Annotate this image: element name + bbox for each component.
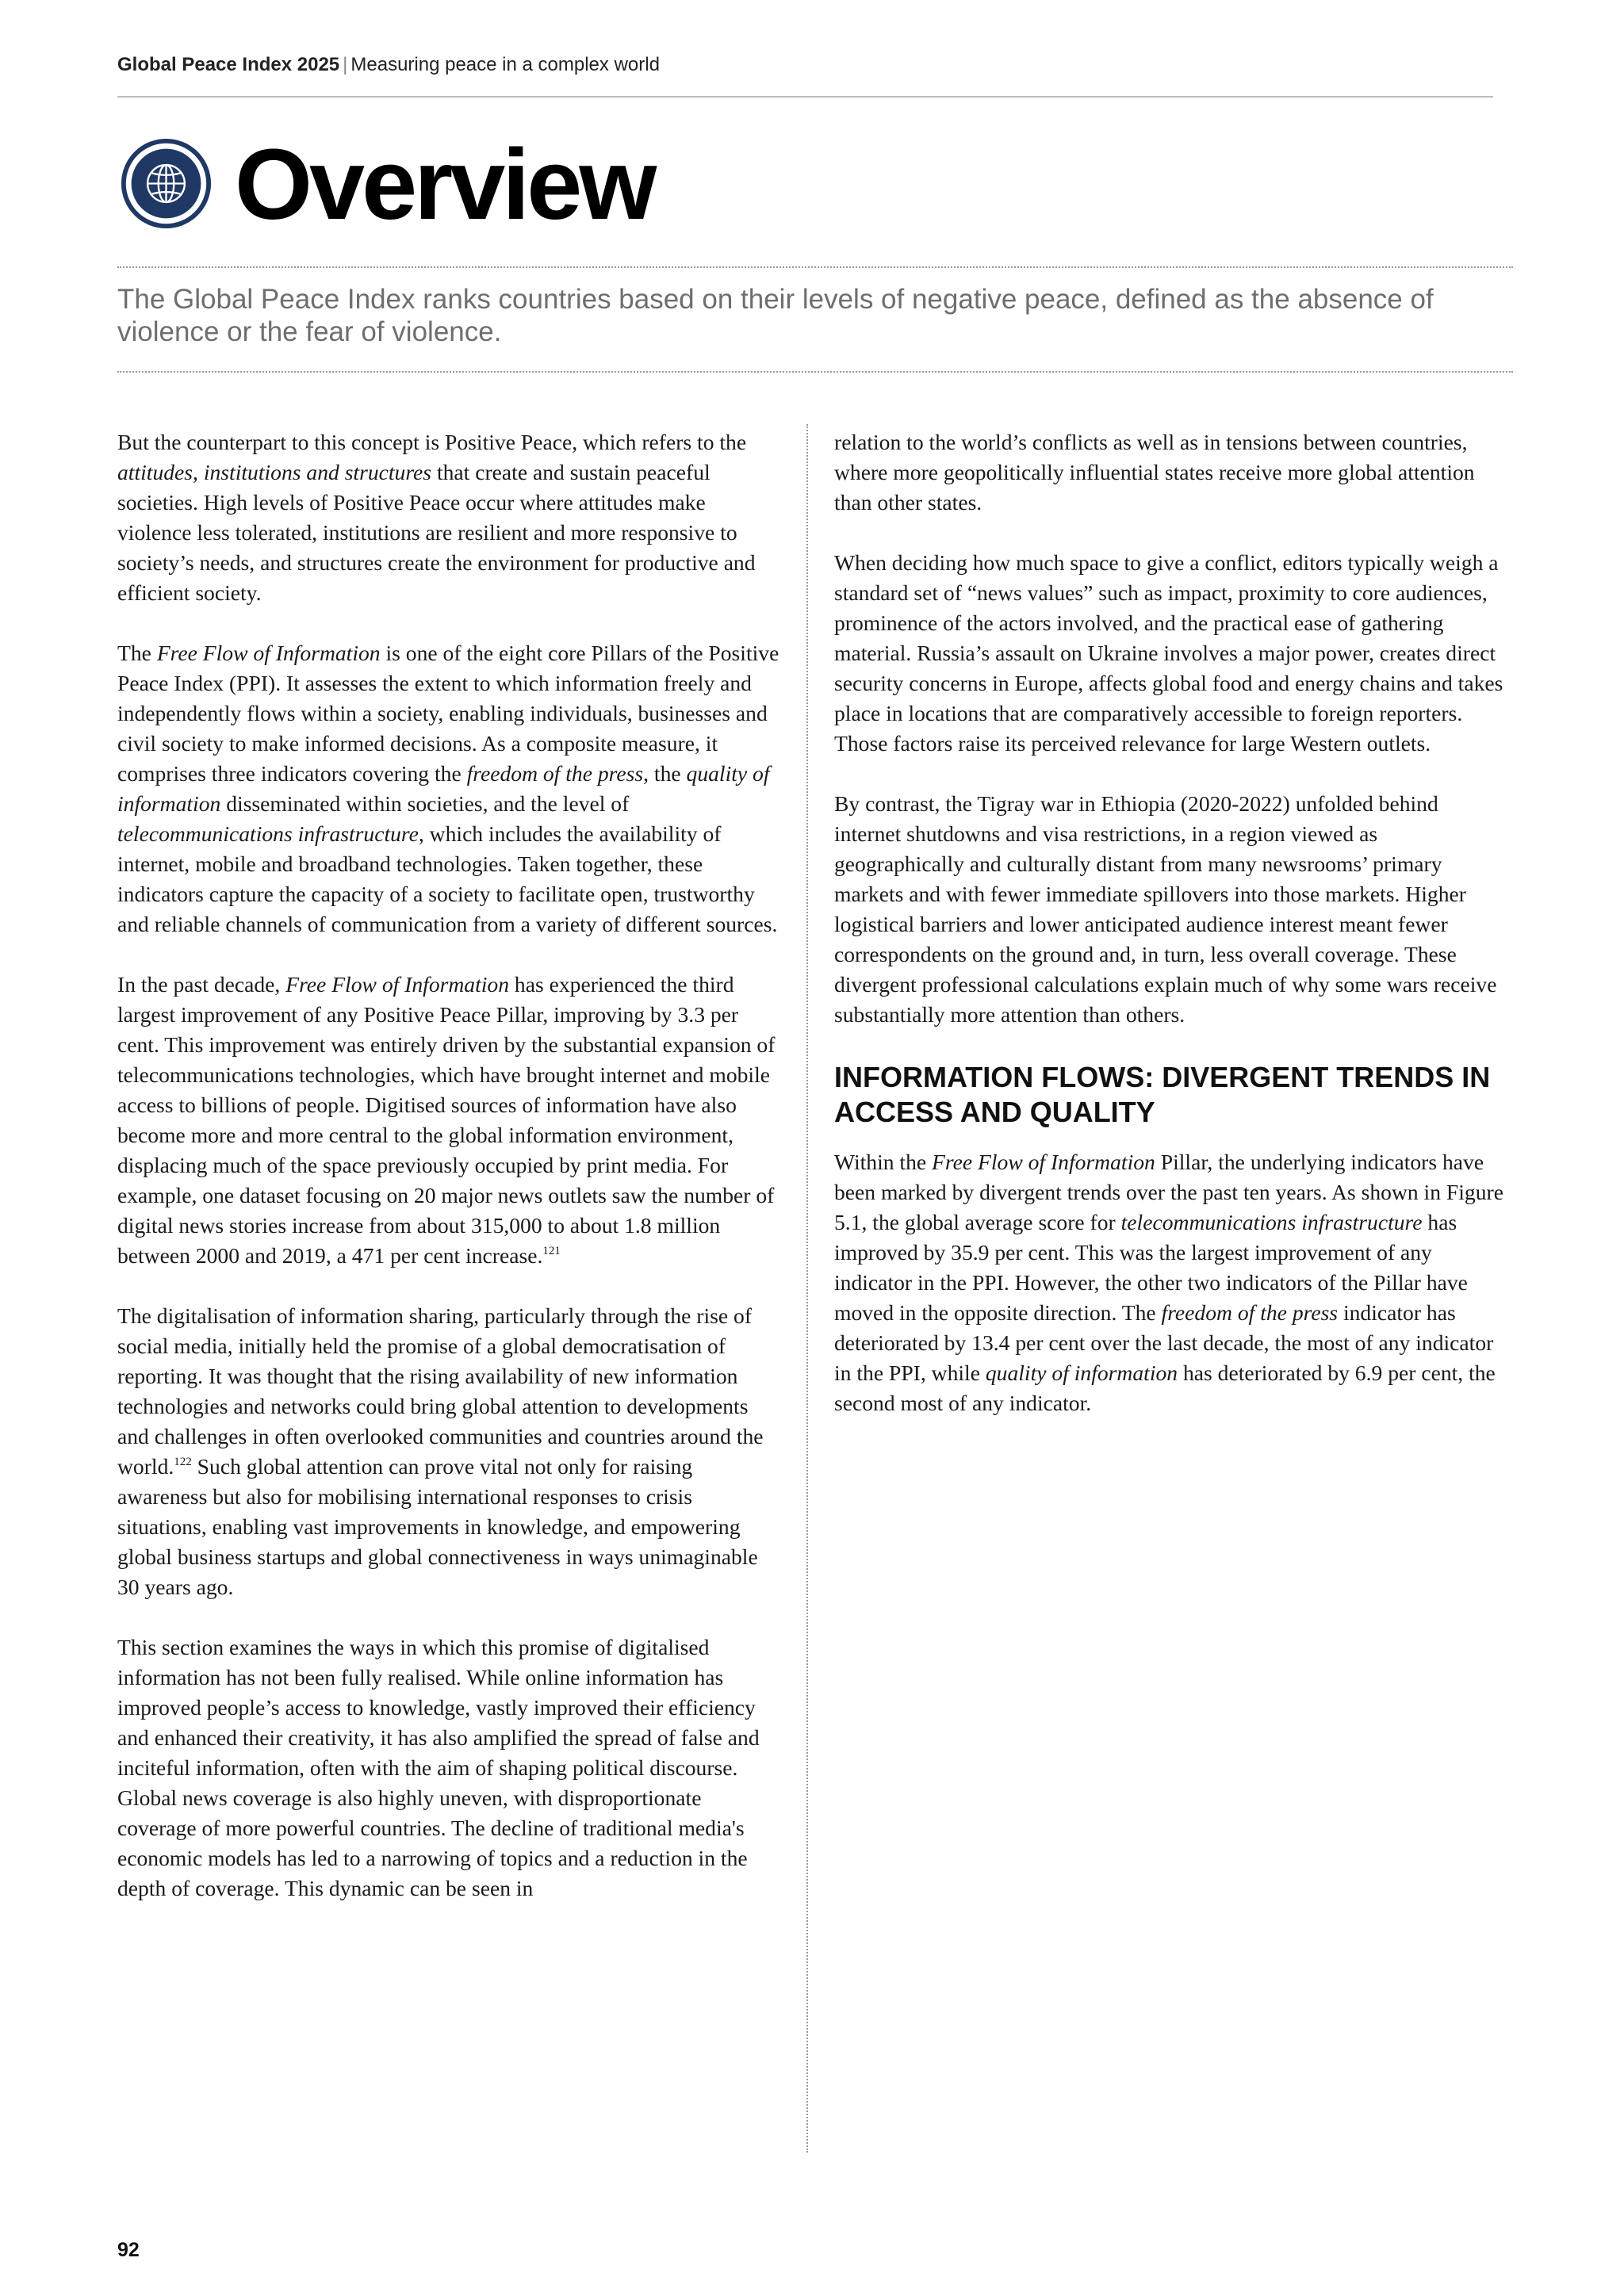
body-paragraph: The Free Flow of Information is one of the eight core Pillars of the Positive Peace Index (PPI). It assesses the extent to which information freely and independently flows within a society, enabling individuals, businesses and civil society to make informed decisions. As a composite measure, it comprises three indicators covering the freedom of the press, the quality of information disseminated within societies, and the level of telecommunications infrastructure, which includes the availability of internet, mobile and broadband technologies. Taken together, these indicators capture the capacity of a society to facilitate open, trustworthy and reliable channels of communication from a variety of different sources. [117,641,779,936]
body-paragraph: When deciding how much space to give a conflict, editors typically weigh a standard set of “news values” such as impact, proximity to core audiences, prominence of the actors involved, and the practical ease of gathering material. Russia’s assault on Ukraine involves a major power, creates direct security concerns in Europe, affects global food and energy chains and takes place in locations that are comparatively accessible to foreign reporters. Those factors raise its perceived relevance for large Western outlets. [834,550,1503,756]
footnote-ref[interactable]: 122 [174,1456,192,1468]
body-paragraph: But the counterpart to this concept is Positive Peace, which refers to the attitudes, institutions and structures that create and sustain peaceful societies. High levels of Positive Peace occur where attitudes make violence less tolerated, institutions are resilient and more responsive to society’s needs, and structures create the environment for productive and efficient society. [117,430,756,605]
page-number: 92 [117,2239,140,2261]
intro-bottom-divider [117,371,1513,373]
body-paragraph: Within the Free Flow of Information Pillar, the underlying indicators have been marked by divergent trends over the past ten years. As shown in Figure 5.1, the global average score for telecommunications infrastructure has improved by 35.9 per cent. This was the largest improvement of any indicator in the PPI. However, the other two indicators of the Pillar have moved in the opposite direction. The freedom of the press indicator has deteriorated by 13.4 per cent over the last decade, the most of any indicator in the PPI, while quality of information has deteriorated by 6.9 per cent, the second most of any indicator. [834,1150,1503,1415]
column-divider [806,424,808,2152]
header-rule [117,96,1493,98]
page-title: Overview [235,128,654,240]
left-column [117,427,782,1904]
report-title: Global Peace Index 2025 [117,54,340,75]
right-column [834,427,1508,1418]
body-paragraph: In the past decade, Free Flow of Information has experienced the third largest improvement of any Positive Peace Pillar, improving by 3.3 per cent. This improvement was entirely driven by the substantial expansion of telecommunications technologies, which have brought internet and mobile access to billions of people. Digitised sources of information have also become more and more central to the global information environment, displacing much of the space previously occupied by print media. For example, one dataset focusing on 20 major news outlets saw the number of digital news stories increase from about 315,000 to about 1.8 million between 2000 and 2019, a 471 per cent increase.$^{121}$ [117,972,776,1268]
footnote-ref[interactable]: 121 [542,1245,561,1257]
running-header [117,54,660,76]
header-separator: | [343,54,348,75]
body-paragraph: This section examines the ways in which this promise of digitalised information has not been fully realised. While online information has improved people’s access to knowledge, vastly improved their efficiency and enhanced their creativity, it has also amplified the spread of false and inciteful information, often with the aim of shaping political discourse. Global news coverage is also highly uneven, with disproportionate coverage of more powerful countries. The decline of traditional media's economic models has led to a narrowing of topics and a reduction in the depth of coverage. This dynamic can be seen in [117,1635,760,1900]
intro-top-divider [117,266,1513,268]
body-paragraph: The digitalisation of information sharing, particularly through the rise of social media, initially held the promise of a global democratisation of reporting. It was thought that the rising availability of new information technologies and networks could bring global attention to developments and challenges in often overlooked communities and countries around the world.$^{122}$ Such global attention can prove vital not only for raising awareness but also for mobilising international responses to crisis situations, enabling vast improvements in knowledge, and empowering global business startups and global connectiveness in ways unimaginable 30 years ago. [117,1303,764,1599]
report-subtitle: Measuring peace in a complex world [350,54,660,75]
globe-icon [120,137,213,230]
intro-text: The Global Peace Index ranks countries based on their levels of negative peace, defined as the absence of violence or the fear of violence. [117,284,1434,347]
body-paragraph: relation to the world’s conflicts as well as in tensions between countries, where more geopolitically influential states receive more global attention than other states. [834,430,1475,515]
section-heading: INFORMATION FLOWS: DIVERGENT TRENDS IN ACCESS AND QUALITY [834,1061,1491,1128]
body-paragraph: By contrast, the Tigray war in Ethiopia (2020-2022) unfolded behind internet shutdowns and visa restrictions, in a region viewed as geographically and culturally distant from many newsrooms’ primary markets and with fewer immediate spillovers into those markets. Higher logistical barriers and lower anticipated audience interest meant fewer correspondents on the ground and, in turn, less overall coverage. These divergent professional calculations explain much of why some wars receive substantially more attention than others. [834,791,1497,1027]
